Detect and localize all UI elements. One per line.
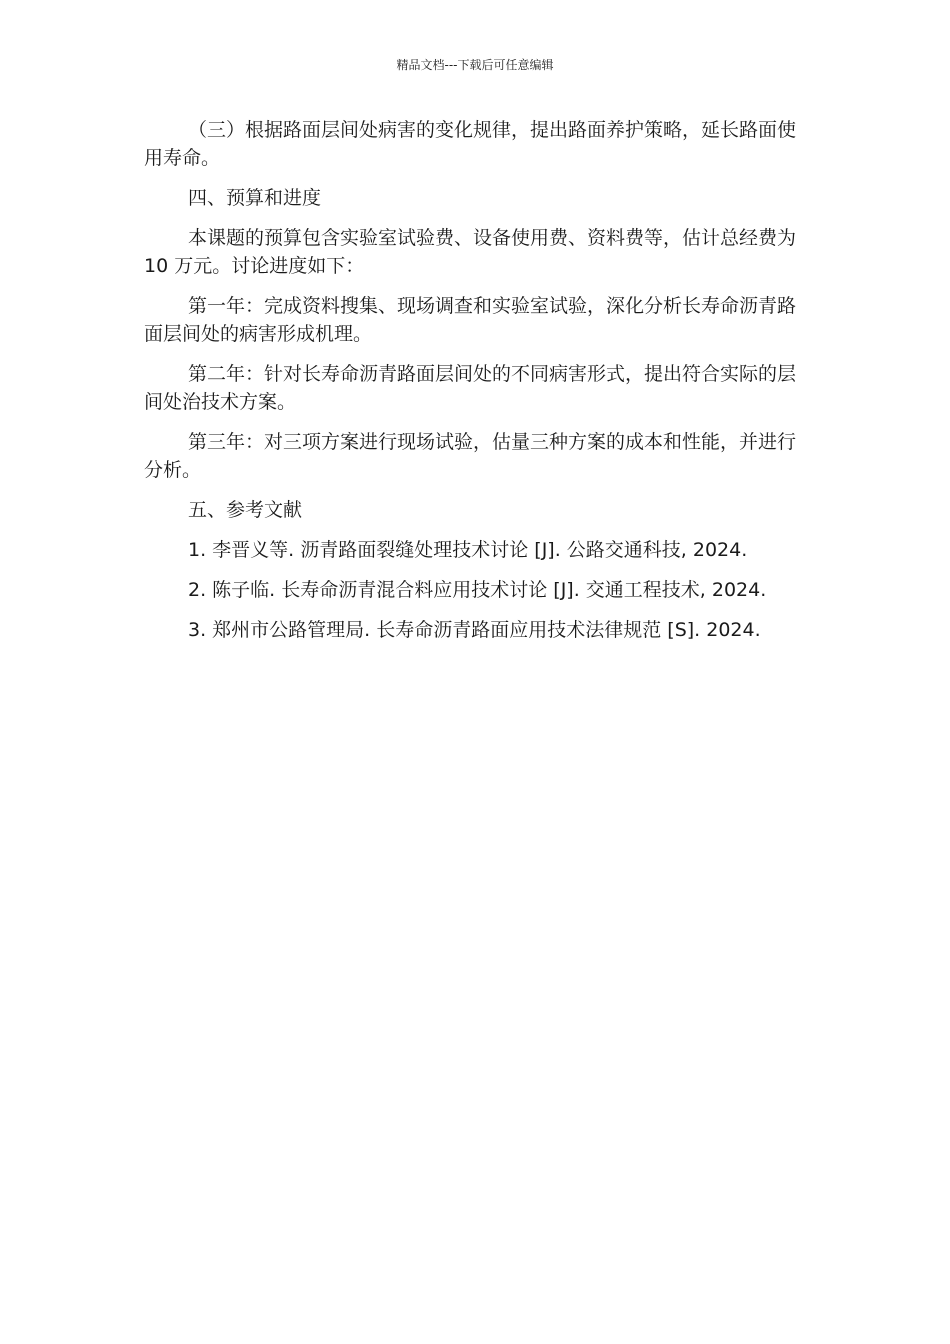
reference-item-1: 1. 李晋义等. 沥青路面裂缝处理技术讨论 [J]. 公路交通科技, 2024. [188, 539, 748, 561]
paragraph-year-two: 第二年：针对长寿命沥青路面层间处的不同病害形式，提出符合实际的层间处治技术方案。 [144, 363, 797, 413]
paragraph-year-three: 第三年：对三项方案进行现场试验，估量三种方案的成本和性能，并进行分析。 [144, 431, 797, 481]
paragraph-year-one: 第一年：完成资料搜集、现场调查和实验室试验，深化分析长寿命沥青路面层间处的病害形成机理。 [144, 295, 797, 345]
section-heading-budget: 四、预算和进度 [188, 187, 322, 209]
reference-item-3: 3. 郑州市公路管理局. 长寿命沥青路面应用技术法律规范 [S]. 2024. [188, 619, 761, 641]
section-heading-references: 五、参考文献 [188, 499, 303, 521]
document-body [144, 116, 806, 656]
paragraph-budget: 本课题的预算包含实验室试验费、设备使用费、资料费等，估计总经费为 10 万元。讨论进度如下： [144, 227, 797, 277]
page-header: 精品文档---下载后可任意编辑 [396, 58, 554, 72]
paragraph-strategy: （三）根据路面层间处病害的变化规律，提出路面养护策略，延长路面使用寿命。 [144, 119, 797, 169]
reference-item-2: 2. 陈子临. 长寿命沥青混合料应用技术讨论 [J]. 交通工程技术, 2024. [188, 579, 767, 601]
